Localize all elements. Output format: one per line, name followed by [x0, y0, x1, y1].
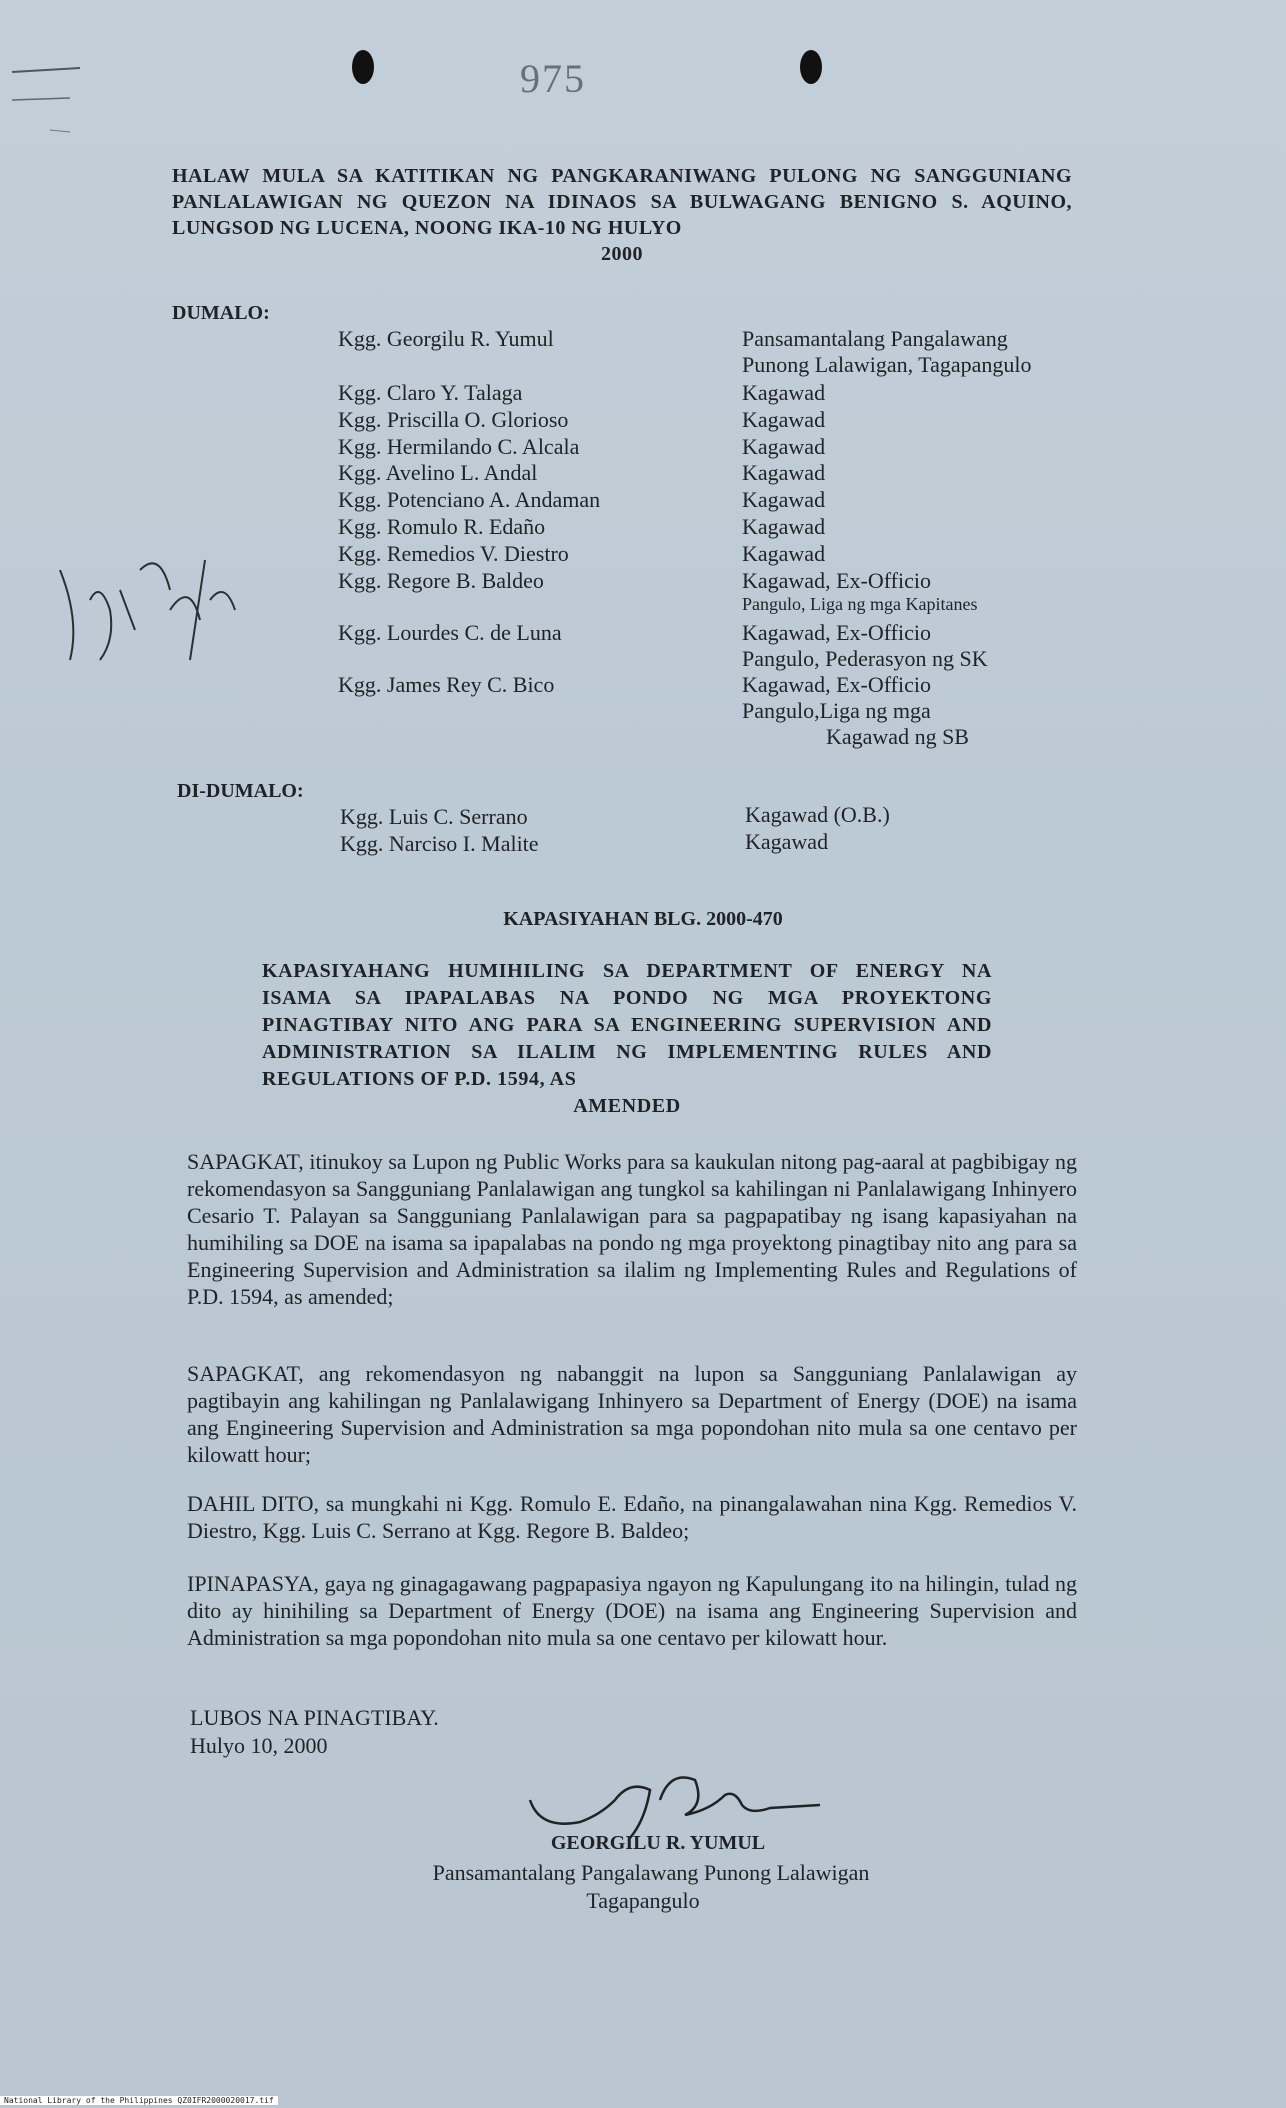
header-text: HALAW MULA SA KATITIKAN NG PANGKARANIWANG PULONG NG SANGGUNIANG PANLALAWIGAN NG QUEZON NA IDINAOS SA BULWAGANG BENIGNO S. AQUINO, LUNGSOD NG LUCENA, NOONG IKA-10 NG HULYO — [172, 165, 1072, 239]
member-name: Kgg. Lourdes C. de Luna — [338, 620, 562, 645]
member-role: Kagawad, Ex-Officio — [742, 568, 931, 593]
archive-footer: National Library of the Philippines QZ0IFR2000020017.tif — [0, 2096, 278, 2105]
member-name: Kgg. Priscilla O. Glorioso — [338, 407, 569, 432]
member-role: Kagawad — [742, 487, 826, 512]
absent-member-name: Kgg. Luis C. Serrano — [340, 804, 528, 829]
page-number: 975 — [520, 56, 586, 101]
absent-member-role: Kagawad (O.B.) — [745, 802, 890, 827]
member-name: Kgg. Potenciano A. Andaman — [338, 487, 601, 512]
member-role-line2: Punong Lalawigan, Tagapangulo — [742, 352, 1032, 377]
member-name: Kgg. James Rey C. Bico — [338, 672, 555, 697]
punch-hole-right — [800, 50, 822, 84]
paragraph-whereas-2: SAPAGKAT, ang rekomendasyon ng nabanggit na lupon sa Sangguniang Panlalawigan ay pagtibayin ang kahilingan ng Panlalawigang Inhinyero sa Department of Energy (DOE) na isama ang Engineering Supervision and Administration sa mga popondohan nito mula sa one centavo per kilowatt hour; — [187, 1361, 1077, 1467]
approval-statement: LUBOS NA PINAGTIBAY. — [190, 1705, 439, 1730]
member-role: Kagawad — [742, 541, 826, 566]
signatory-name: GEORGILU R. YUMUL — [550, 1832, 766, 1854]
paragraph-therefore: DAHIL DITO, sa mungkahi ni Kgg. Romulo E. Edaño, na pinangalawahan nina Kgg. Remedios V. Diestro, Kgg. Luis C. Serrano at Kgg. Regore B. Baldeo; — [187, 1491, 1077, 1543]
member-role: Kagawad — [742, 434, 826, 459]
member-name: Kgg. Georgilu R. Yumul — [338, 326, 554, 351]
paragraph-whereas-1: SAPAGKAT, itinukoy sa Lupon ng Public Works para sa kaukulan nitong pag-aaral at pagbibigay ng rekomendasyon sa Sangguniang Panlalawigan ang tungkol sa kahilingan ni Panlalawigang Inhinyero Cesario T. Palayan sa Sangguniang Panlalawigan para sa pagpapatibay ng isang kapasiyahan na humihiling sa DOE na isama sa ipapalabas na pondo ng mga proyektong pinagtibay nito ang para sa Engineering Supervision and Administration sa ilalim ng Implementing Rules and Regulations of P.D. 1594, as amended; — [187, 1149, 1077, 1309]
member-role-line2: Pangulo,Liga ng mga — [742, 698, 931, 723]
member-role: Kagawad — [742, 460, 826, 485]
absent-label: DI-DUMALO: — [177, 780, 304, 802]
present-label: DUMALO: — [172, 302, 270, 324]
absent-member-name: Kgg. Narciso I. Malite — [340, 831, 539, 856]
paragraph-resolved: IPINAPASYA, gaya ng ginagagawang pagpapasiya ngayon ng Kapulungang ito na hilingin, tulad ng dito ay hinihiling sa Department of Energy (DOE) na isama ang Engineering Supervision and Administration sa mga popondohan nito mula sa one centavo per kilowatt hour. — [187, 1571, 1077, 1650]
member-role: Kagawad — [742, 380, 826, 405]
member-role-line2: Pangulo, Liga ng mga Kapitanes — [742, 594, 978, 614]
member-name: Kgg. Claro Y. Talaga — [338, 380, 523, 405]
member-name: Kgg. Hermilando C. Alcala — [338, 434, 580, 459]
document-header — [172, 163, 1072, 267]
member-role: Kagawad, Ex-Officio — [742, 672, 931, 697]
member-role: Kagawad, Ex-Officio — [742, 620, 931, 645]
member-role: Kagawad — [742, 407, 826, 432]
absent-member-role: Kagawad — [745, 829, 829, 854]
header-year: 2000 — [601, 243, 643, 265]
signatory-title: Pansamantalang Pangalawang Punong Lalawigan — [432, 1860, 870, 1885]
signatory-title-2: Tagapangulo — [586, 1888, 700, 1913]
resolution-title — [262, 958, 992, 1120]
member-name: Kgg. Romulo R. Edaño — [338, 514, 546, 539]
margin-pencil-marks — [10, 60, 100, 140]
member-name: Kgg. Regore B. Baldeo — [338, 568, 544, 593]
resolution-number: KAPASIYAHAN BLG. 2000-470 — [503, 908, 783, 930]
resolution-title-text: KAPASIYAHANG HUMIHILING SA DEPARTMENT OF ENERGY NA ISAMA SA IPAPALABAS NA PONDO NG MGA PROYEKTONG PINAGTIBAY NITO ANG PARA SA ENGINEERING SUPERVISION AND ADMINISTRATION SA ILALIM NG IMPLEMENTING RULES AND REGULATIONS OF P.D. 1594, AS — [262, 960, 992, 1090]
member-name: Kgg. Remedios V. Diestro — [338, 541, 569, 566]
punch-hole-left — [352, 50, 374, 84]
member-role: Kagawad — [742, 514, 826, 539]
member-role-line3: Kagawad ng SB — [826, 724, 969, 749]
approval-date: Hulyo 10, 2000 — [190, 1733, 328, 1758]
member-name: Kgg. Avelino L. Andal — [338, 460, 538, 485]
member-role-line2: Pangulo, Pederasyon ng SK — [742, 646, 988, 671]
member-role: Pansamantalang Pangalawang — [742, 326, 1008, 351]
resolution-title-end: AMENDED — [573, 1095, 681, 1117]
handwritten-initials — [40, 540, 240, 700]
